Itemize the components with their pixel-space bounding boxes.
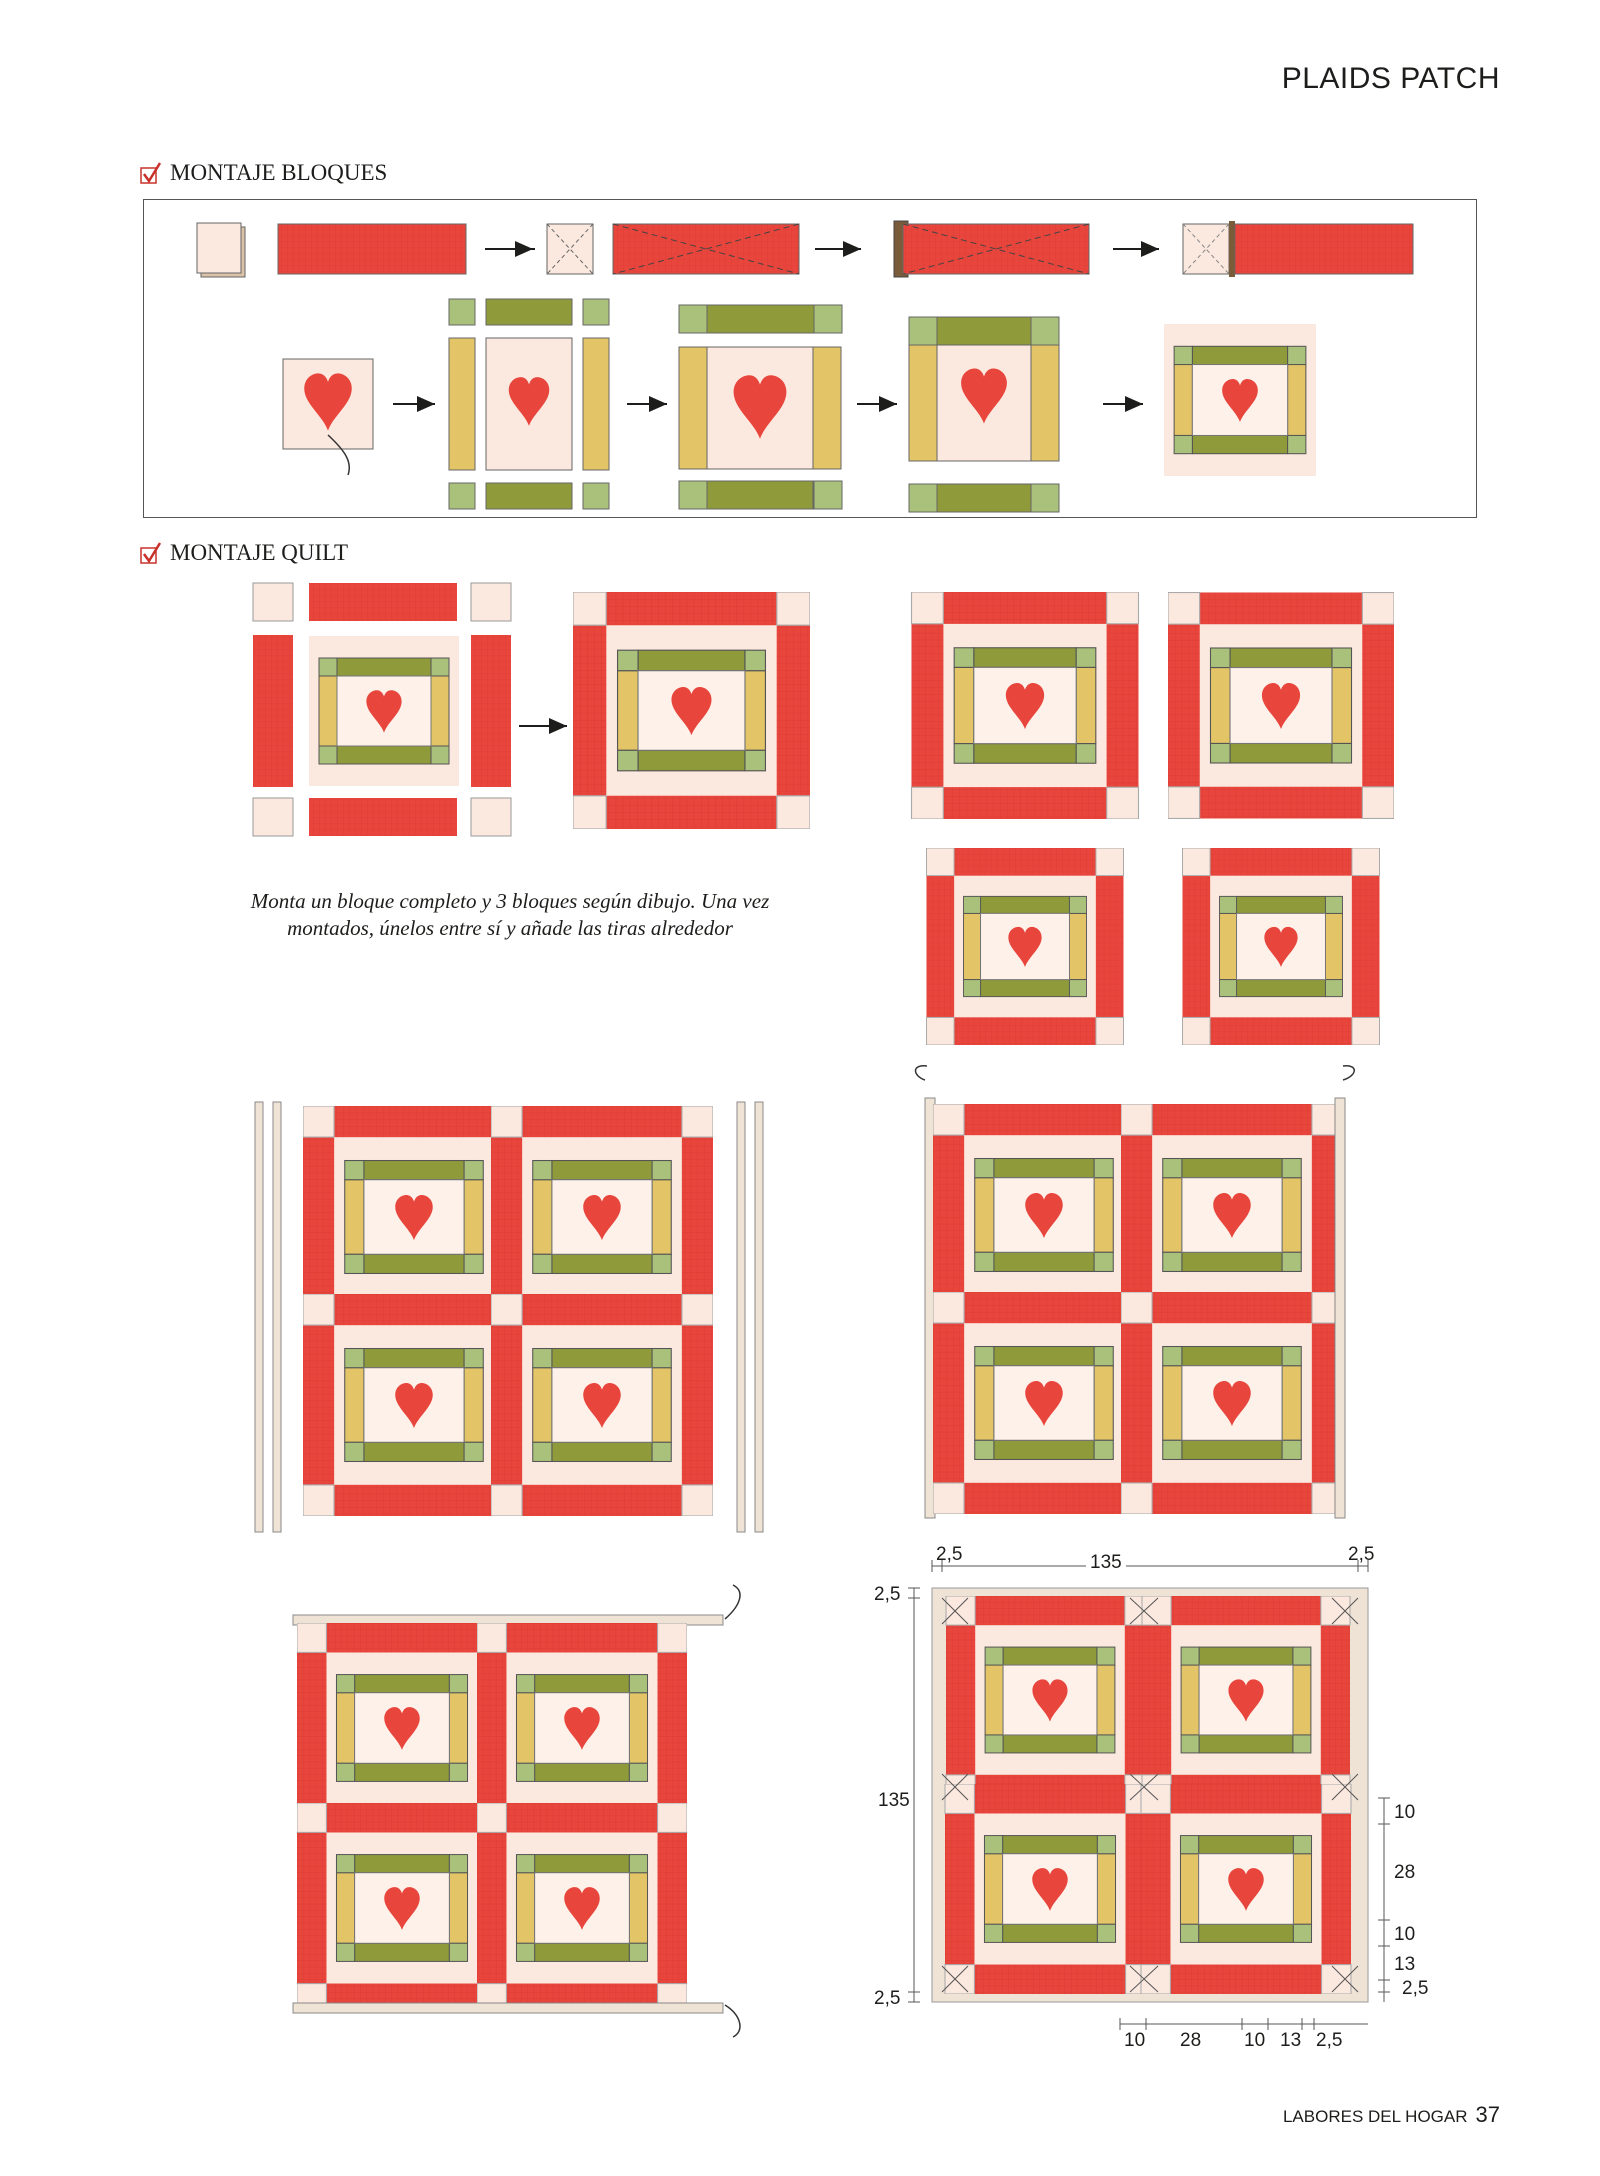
dim-top-middle: 135 — [1090, 1552, 1122, 1573]
four-blocks-layout — [910, 592, 1380, 1047]
page-footer — [1283, 2102, 1500, 2128]
step-finished-block — [1164, 324, 1316, 476]
dim-right-1: 10 — [1394, 1802, 1416, 1823]
dim-right-5: 2,5 — [1402, 1978, 1429, 1999]
step-marked-pieces — [547, 224, 799, 274]
step-square-and-strip — [197, 223, 466, 277]
section-title: MONTAJE QUILT — [170, 540, 349, 565]
assembly-instructions: Monta un bloque completo y 3 bloques según dibujo. Una vez montados, únelos entre sí y añade las tiras alrededor — [250, 889, 770, 940]
step-finished-strip — [1183, 221, 1413, 277]
dim-bottom-2: 28 — [1180, 2030, 1202, 2051]
dim-right-4: 13 — [1394, 1954, 1416, 1975]
page-header-title: PLAIDS PATCH — [1281, 62, 1500, 95]
arrow-icon — [517, 720, 573, 732]
exploded-block-diagram — [253, 583, 553, 838]
page-number: 37 — [1475, 2102, 1500, 2127]
step-pieces-laid-out — [449, 299, 609, 509]
dim-left-middle: 135 — [878, 1790, 910, 1811]
dim-right-2: 28 — [1394, 1862, 1416, 1883]
checkmark-icon — [140, 542, 164, 564]
quilt-binding-top-bottom — [293, 1585, 773, 2045]
step-sewn-strip — [894, 221, 1089, 277]
dim-bottom-5: 2,5 — [1316, 2030, 1343, 2051]
dim-right-3: 10 — [1394, 1924, 1416, 1945]
assembled-block — [573, 592, 810, 829]
blocks-assembly-diagram — [143, 199, 1475, 516]
final-quilt-dimension-diagram — [870, 1544, 1450, 2068]
step-sides-attached — [679, 305, 842, 509]
section-title: MONTAJE BLOQUES — [170, 160, 388, 185]
quilt-binding-sides — [905, 1068, 1365, 1538]
dim-left-bottom: 2,5 — [874, 1988, 901, 2009]
quilt-with-side-strips — [255, 1092, 775, 1542]
section-heading-quilt — [140, 540, 348, 566]
dim-bottom-3: 10 — [1244, 2030, 1266, 2051]
dim-top-right: 2,5 — [1348, 1544, 1375, 1565]
step-top-attached — [909, 317, 1059, 512]
magazine-name: LABORES DEL HOGAR — [1282, 2107, 1468, 2126]
section-heading-blocks — [140, 160, 387, 186]
dim-top-left: 2,5 — [936, 1544, 963, 1565]
checkmark-icon — [140, 162, 164, 184]
dim-bottom-1: 10 — [1124, 2030, 1146, 2051]
dim-left-top: 2,5 — [874, 1584, 901, 1605]
dim-bottom-4: 13 — [1280, 2030, 1302, 2051]
step-heart-applique — [283, 359, 373, 475]
